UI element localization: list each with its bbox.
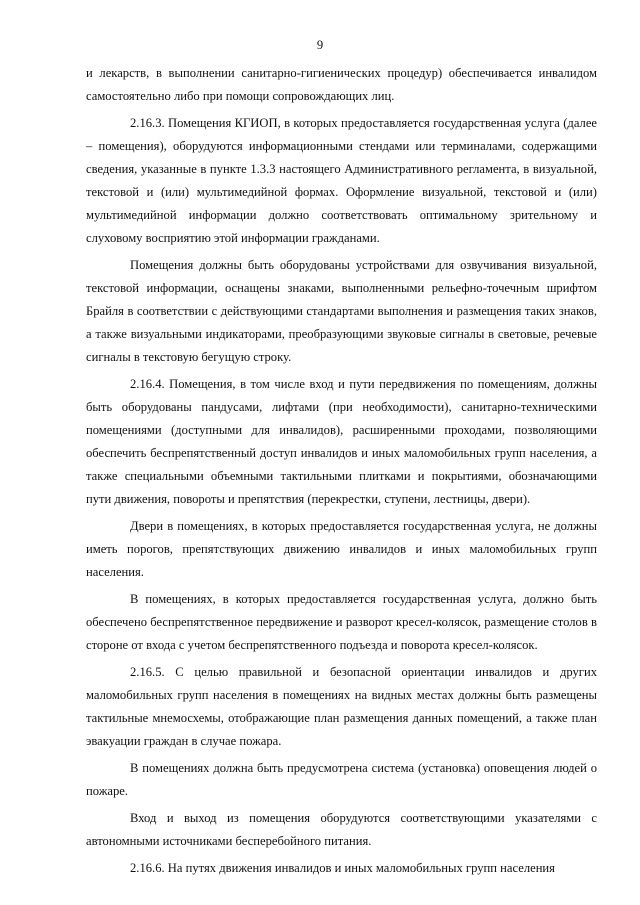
paragraph-2-16-5: 2.16.5. С целью правильной и безопасной ориентации инвалидов и других маломобильных групп населения в помещениях на видных местах должны быть размещены тактильные мнемосхемы, отображающие план размещения данных помещений, а также план эвакуации граждан в случае пожара. — [86, 665, 597, 748]
paragraph-equipment-audio-braille: Помещения должны быть оборудованы устройствами для озвучивания визуальной, текстовой информации, оснащены знаками, выполненными рельефно-точечным шрифтом Брайля в соответствии с действующими стандартами выполнения и размещения таких знаков, а также визуальными индикаторами, преобразующими звуковые сигналы в световые, речевые сигналы в текстовую бегущую строку. — [86, 258, 597, 364]
paragraph-2-16-6: 2.16.6. На путях движения инвалидов и иных маломобильных групп населения — [130, 861, 555, 875]
document-body — [86, 62, 597, 884]
page-number: 9 — [316, 38, 324, 52]
paragraph-continuation: и лекарств, в выполнении санитарно-гигиенических процедур) обеспечивается инвалидом самостоятельно либо при помощи сопровождающих лиц. — [86, 66, 597, 103]
paragraph-fire-alarm: В помещениях должна быть предусмотрена система (установка) оповещения людей о пожаре. — [86, 761, 597, 798]
paragraph-entrance-exit-signs: Вход и выход из помещения оборудуются соответствующими указателями с автономными источниками бесперебойного питания. — [86, 811, 597, 848]
paragraph-2-16-4: 2.16.4. Помещения, в том числе вход и пути передвижения по помещениям, должны быть оборудованы пандусами, лифтами (при необходимости), санитарно-техническими помещениями (доступными для инвалидов), расширенными проходами, позволяющими обеспечить беспрепятственный доступ инвалидов и иных маломобильных групп населения, а также специальными объемными тактильными плитками и покрытиями, обозначающими пути движения, повороты и препятствия (перекрестки, ступени, лестницы, двери). — [86, 377, 597, 506]
paragraph-2-16-3: 2.16.3. Помещения КГИОП, в которых предоставляется государственная услуга (далее – помещения), оборудуются информационными стендами или терминалами, содержащими сведения, указанные в пункте 1.3.3 настоящего Административного регламента, в визуальной, текстовой и (или) мультимедийной формах. Оформление визуальной, текстовой и (или) мультимедийной информации должно соответствовать оптимальному зрительному и слуховому восприятию этой информации гражданами. — [86, 116, 597, 245]
paragraph-doors: Двери в помещениях, в которых предоставляется государственная услуга, не должны иметь порогов, препятствующих движению инвалидов и иных маломобильных групп населения. — [86, 519, 597, 579]
paragraph-wheelchair-movement: В помещениях, в которых предоставляется государственная услуга, должно быть обеспечено беспрепятственное передвижение и разворот кресел-колясок, размещение столов в стороне от входа с учетом беспрепятственного подъезда и поворота кресел-колясок. — [86, 592, 597, 652]
